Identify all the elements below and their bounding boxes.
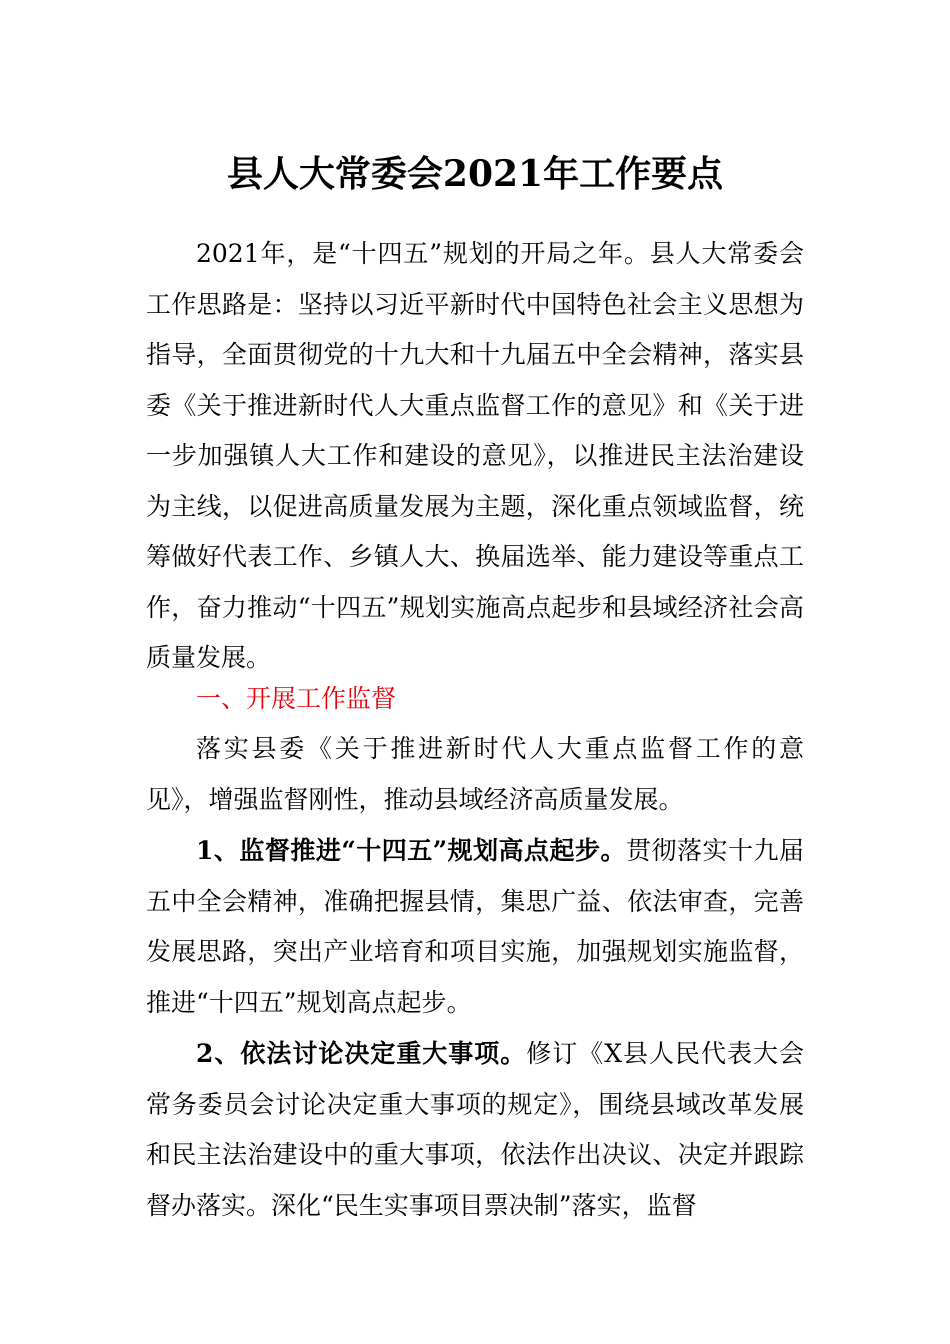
item-2-text: 修订《X县人民代表大会常务委员会讨论决定重大事项的规定》，围绕县域改革发展和民主法治建设中的重大事项，依法作出决议、决定并跟踪督办落实。深化“民生实事项目票决制”落实，监督 (146, 1039, 804, 1220)
item-2-heading: 2、依法讨论决定重大事项。 (196, 1039, 527, 1068)
item-paragraph-1 (146, 826, 804, 1028)
section-lead-paragraph: 落实县委《关于推进新时代人大重点监督工作的意见》，增强监督刚性，推动县域经济高质量发展。 (146, 734, 804, 814)
intro-paragraph: 2021年，是“十四五”规划的开局之年。县人大常委会工作思路是：坚持以习近平新时代中国特色社会主义思想为指导，全面贯彻党的十九大和十九届五中全会精神，落实县委《关于推进新时代人大重点监督工作的意见》和《关于进一步加强镇人大工作和建设的意见》，以推进民主法治建设为主线，以促进高质量发展为主题，深化重点领域监督，统筹做好代表工作、乡镇人大、换届选举、能力建设等重点工作，奋力推动“十四五”规划实施高点起步和县域经济社会高质量发展。 (146, 239, 804, 672)
item-1-heading: 1、监督推进“十四五”规划高点起步。 (196, 836, 627, 865)
item-1-text: 贯彻落实十九届五中全会精神，准确把握县情，集思广益、依法审查，完善发展思路，突出产业培育和项目实施，加强规划实施监督，推进“十四五”规划高点起步。 (146, 836, 804, 1017)
section-heading: 一、开展工作监督 (196, 684, 397, 713)
item-paragraph-2 (146, 1029, 804, 1231)
document-title: 县人大常委会2021年工作要点 (226, 153, 724, 195)
